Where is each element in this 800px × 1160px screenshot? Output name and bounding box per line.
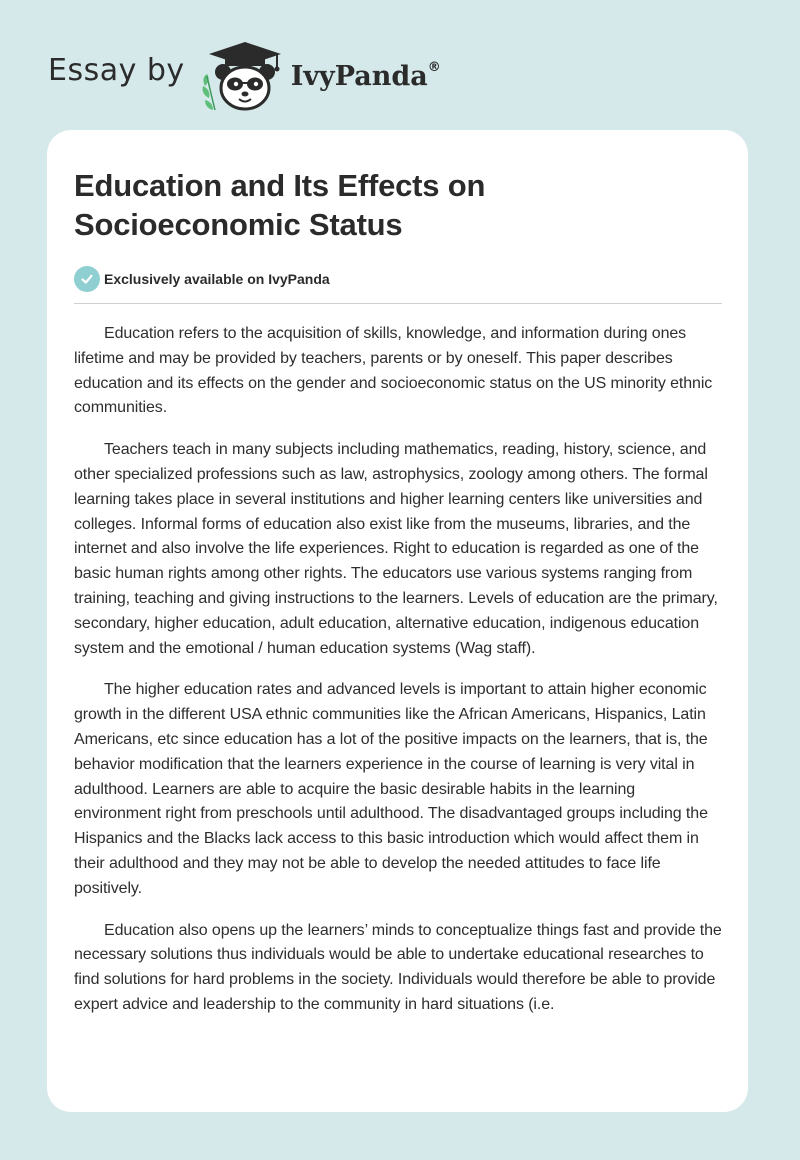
registered-mark: ® <box>427 59 441 75</box>
exclusive-badge <box>74 266 722 304</box>
badge-label: Exclusively available on IvyPanda <box>104 271 330 287</box>
paragraph: The higher education rates and advanced levels is important to attain higher economic growth in the different USA ethnic communities like the African Americans, Hispanics, Latin Americans, etc since education has a lot of the positive impacts on the learners, that is, the behavior modification that the learners experience in the course of learning is very vital in adulthood. Learners are able to acquire the basic desirable habits in the learning environment right from preschools until adulthood. The disadvantaged groups including the Hispanics and the Blacks lack access to this basic introduction which would affect them in their adulthood and they may not be able to develop the needed attitudes to face life positively. <box>74 681 708 897</box>
paragraph: Education refers to the acquisition of skills, knowledge, and information during ones lifetime and may be provided by teachers, parents or by oneself. This paper describes education and its effects on the gender and socioeconomic status on the US minority ethnic communities. <box>74 325 713 417</box>
title-line-2: Socioeconomic Status <box>74 207 403 242</box>
page-title <box>74 166 722 244</box>
check-icon <box>74 266 100 292</box>
brand-text: IvyPanda <box>290 60 428 92</box>
panda-logo-icon[interactable] <box>195 38 287 114</box>
paragraph: Education also opens up the learners’ minds to conceptualize things fast and provide the necessary solutions thus individuals would be able to undertake educational researches to find solutions for hard problems in the society. Individuals would therefore be able to provide expert advice and leadership to the community in hard situations (i.e. <box>74 921 722 1013</box>
paragraph: Teachers teach in many subjects including mathematics, reading, history, science, and other specialized professions such as law, astrophysics, zoology among others. The formal learning takes place in several institutions and higher learning centers like universities and colleges. Informal forms of education also exist like from the museums, libraries, and the internet and also involve the life experiences. Right to education is regarded as one of the basic human rights among other rights. The educators use various systems ranging from training, teaching and giving instructions to the learners. Levels of education are the primary, secondary, higher education, adult education, alternative education, indigenous education system and the emotional / human education systems (Wag staff). <box>74 441 718 657</box>
essay-body <box>74 322 722 1018</box>
brand-name[interactable] <box>291 61 441 92</box>
site-header <box>48 36 441 116</box>
essay-by-label: Essay by <box>48 52 185 88</box>
title-line-1: Education and Its Effects on <box>74 168 486 203</box>
essay-card <box>47 130 748 1112</box>
